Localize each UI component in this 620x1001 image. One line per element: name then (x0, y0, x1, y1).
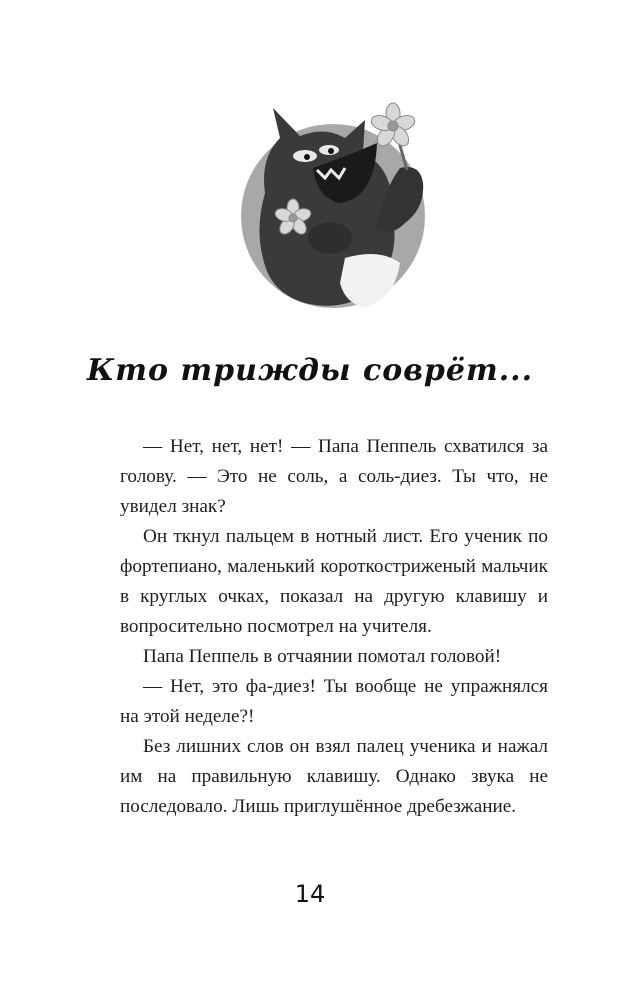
paragraph: Папа Пеппель в отчаянии помотал головой! (143, 646, 502, 667)
chapter-illustration (225, 98, 435, 318)
page-number: 14 (294, 880, 326, 908)
paragraph: — Нет, это фа-диез! Ты вообще не упражнялся на этой неделе?! (120, 676, 548, 727)
chapter-title: Кто трижды соврёт... (86, 353, 534, 389)
paragraph: Без лишних слов он взял палец ученика и нажал им на правильную клавишу. Однако звука не последовало. Лишь приглушённое дребезжание. (120, 736, 548, 817)
cat-creature-icon (225, 98, 435, 318)
body-text (120, 432, 548, 822)
paragraph: Он ткнул пальцем в нотный лист. Его ученик по фортепиано, маленький короткостриженый мальчик в круглых очках, показал на другую клавишу и вопросительно посмотрел на учителя. (120, 526, 548, 637)
paragraph: — Нет, нет, нет! — Папа Пеппель схватился за голову. — Это не соль, а соль-диез. Ты что, не увидел знак? (120, 436, 548, 517)
